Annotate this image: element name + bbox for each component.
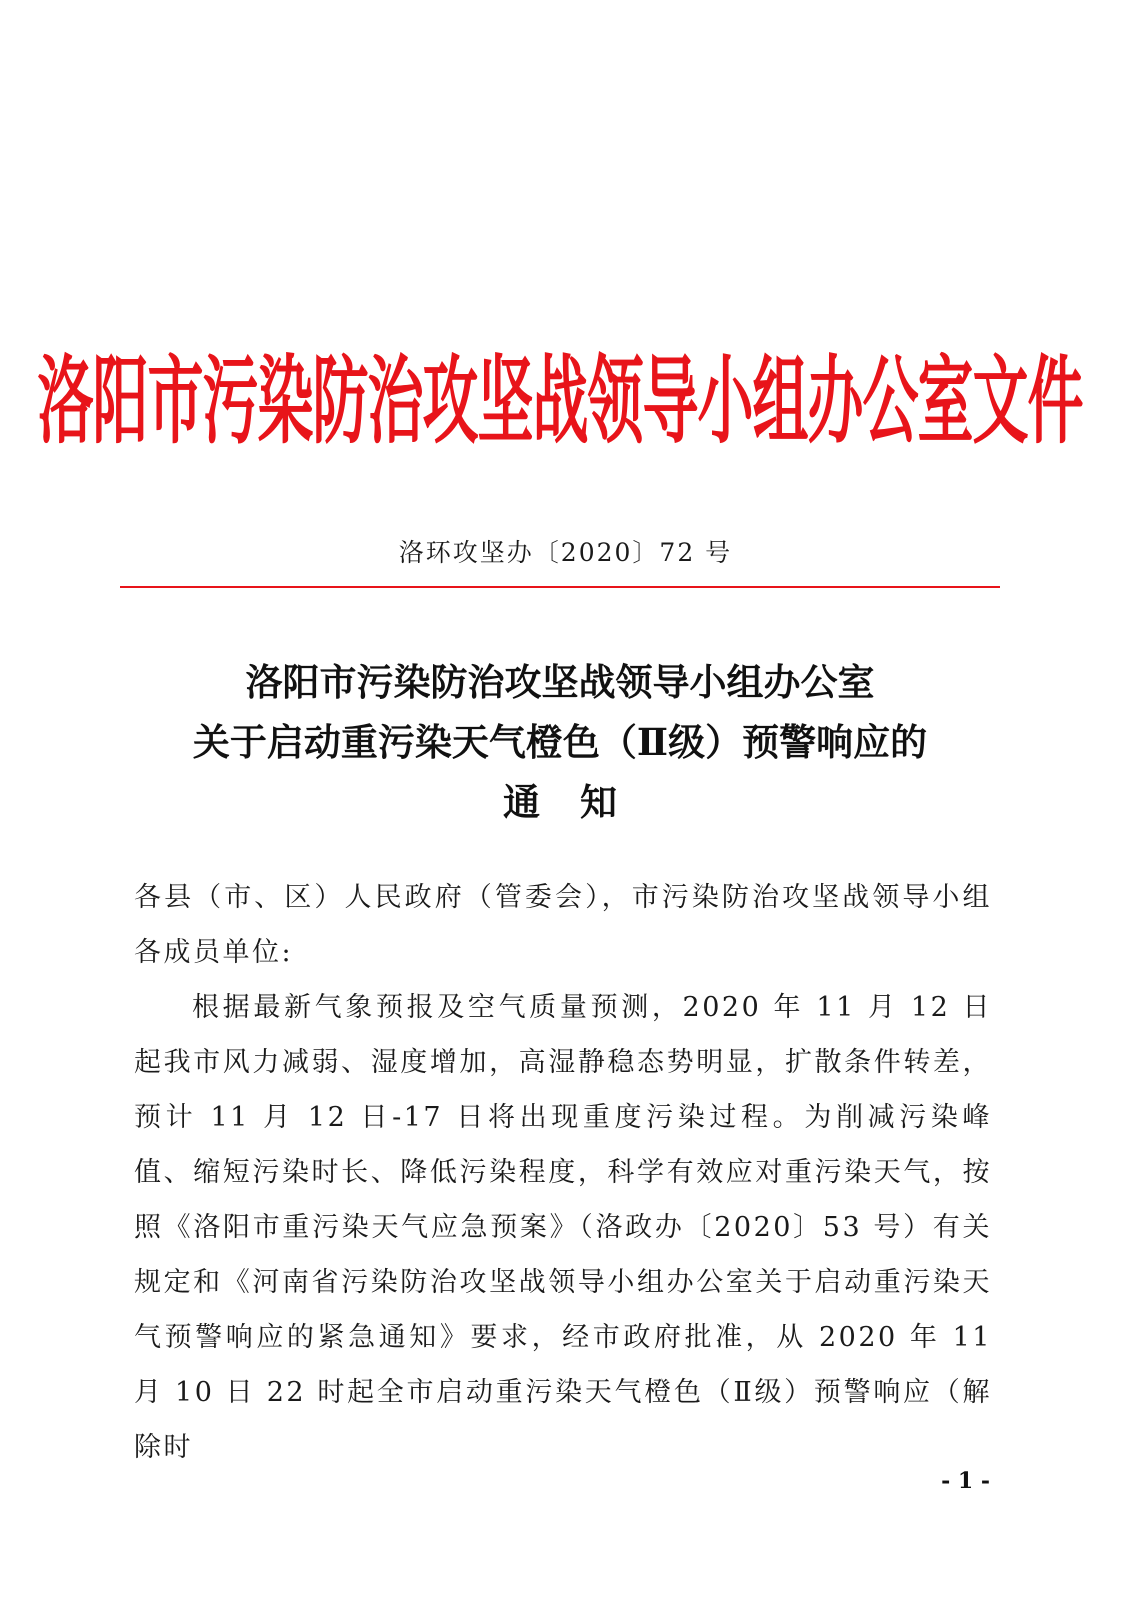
document-number: 洛环攻坚办〔2020〕72 号 (398, 538, 733, 567)
title-line-3: 通知 (503, 780, 657, 824)
document-body (134, 870, 992, 1475)
document-masthead: 洛阳市污染防治攻坚战领导小组办公室文件 (37, 346, 1083, 457)
body-paragraph: 根据最新气象预报及空气质量预测，2020 年 11 月 12 日起我市风力减弱、湿度增加，高湿静稳态势明显，扩散条件转差，预计 11 月 12 日-17 日将出现重度污染过程。为削减污染峰值、缩短污染时长、降低污染程度，科学有效应对重污染天气，按照《洛阳市重污染天气应急预案》（洛政办〔2020〕53 号）有关规定和《河南省污染防治攻坚战领导小组办公室关于启动重污染天气预警响应的紧急通知》要求，经市政府批准，从 2020 年 11 月 10 日 22 时起全市启动重污染天气橙色（Ⅱ级）预警响应（解除时 (134, 992, 992, 1463)
salutation: 各县（市、区）人民政府（管委会），市污染防治攻坚战领导小组各成员单位: (134, 882, 992, 968)
title-line-1: 洛阳市污染防治攻坚战领导小组办公室 (245, 660, 875, 704)
document-title (120, 652, 1000, 832)
red-divider (120, 586, 1000, 588)
title-line-2: 关于启动重污染天气橙色（Ⅱ级）预警响应的 (192, 720, 928, 764)
page-number: - 1 - (941, 1468, 990, 1494)
